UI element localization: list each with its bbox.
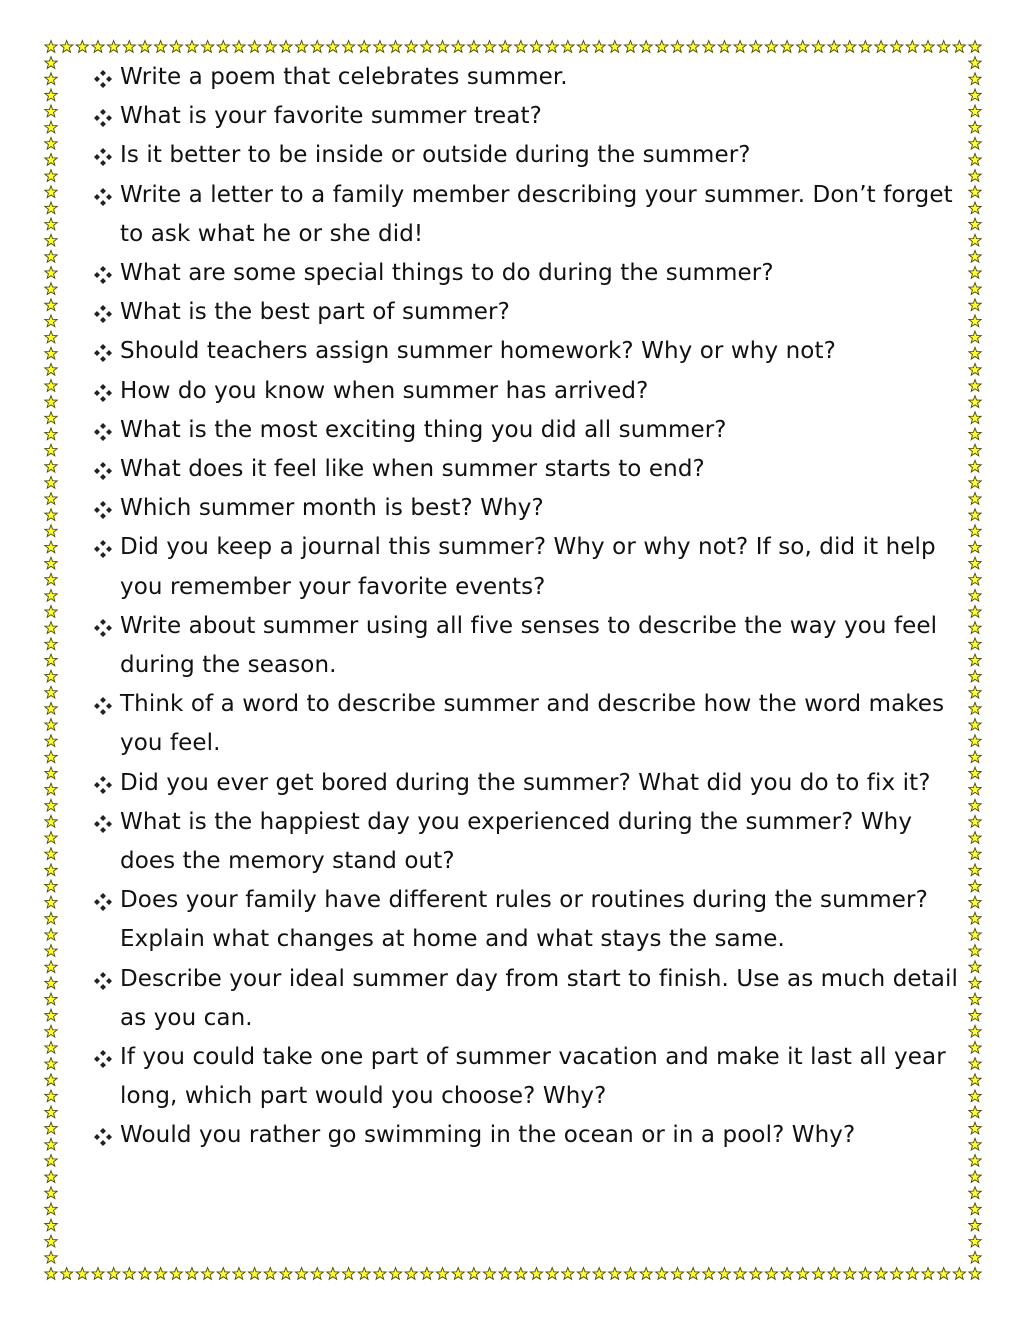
star-outline-icon: [45, 1122, 57, 1134]
star-outline-icon: [45, 218, 57, 230]
star-outline-icon: [60, 41, 72, 53]
star-outline-icon: [45, 848, 57, 860]
star-outline-icon: [45, 1058, 57, 1070]
star-outline-icon: [452, 41, 464, 53]
star-outline-icon: [45, 299, 57, 311]
star-outline-icon: [45, 945, 57, 957]
prompt-item: [92, 1116, 972, 1155]
star-outline-icon: [436, 1268, 448, 1280]
star-outline-icon: [687, 1268, 699, 1280]
star-outline-icon: [45, 41, 57, 53]
star-outline-icon: [248, 41, 260, 53]
prompt-item: [92, 411, 972, 450]
star-outline-icon: [389, 41, 401, 53]
star-outline-icon: [45, 154, 57, 166]
star-outline-icon: [45, 73, 57, 85]
four-diamond-icon: [94, 266, 112, 284]
star-outline-icon: [45, 896, 57, 908]
star-outline-icon: [45, 396, 57, 408]
star-outline-icon: [123, 41, 135, 53]
star-outline-icon: [969, 1187, 981, 1199]
star-outline-icon: [264, 41, 276, 53]
star-outline-icon: [656, 1268, 668, 1280]
prompt-item: [92, 372, 972, 411]
star-outline-icon: [483, 1268, 495, 1280]
star-outline-icon: [45, 719, 57, 731]
star-outline-icon: [45, 686, 57, 698]
star-outline-icon: [562, 1268, 574, 1280]
star-outline-icon: [891, 41, 903, 53]
star-outline-icon: [45, 1171, 57, 1183]
prompt-text: Write a poem that celebrates summer.: [120, 64, 568, 90]
star-outline-icon: [45, 493, 57, 505]
star-outline-icon: [734, 41, 746, 53]
prompt-item: [92, 881, 972, 959]
star-outline-icon: [922, 1268, 934, 1280]
star-outline-icon: [45, 428, 57, 440]
star-outline-icon: [45, 912, 57, 924]
star-outline-icon: [797, 41, 809, 53]
star-outline-icon: [515, 1268, 527, 1280]
star-outline-icon: [906, 1268, 918, 1280]
star-outline-icon: [45, 815, 57, 827]
star-outline-icon: [45, 1251, 57, 1263]
star-outline-icon: [45, 121, 57, 133]
star-outline-icon: [45, 735, 57, 747]
star-outline-icon: [45, 702, 57, 714]
star-outline-icon: [671, 41, 683, 53]
prompt-text: How do you know when summer has arrived?: [120, 377, 649, 404]
four-diamond-icon: [94, 188, 112, 206]
star-outline-icon: [45, 347, 57, 359]
prompt-item: [92, 176, 972, 254]
star-outline-icon: [969, 1251, 981, 1263]
star-outline-icon: [906, 41, 918, 53]
star-outline-icon: [703, 41, 715, 53]
star-outline-icon: [295, 1268, 307, 1280]
star-outline-icon: [812, 1268, 824, 1280]
star-outline-icon: [311, 1268, 323, 1280]
star-outline-icon: [750, 1268, 762, 1280]
star-outline-icon: [358, 41, 370, 53]
star-outline-icon: [891, 1268, 903, 1280]
prompt-text: What is your favorite summer treat?: [120, 103, 542, 130]
four-diamond-icon: [94, 462, 112, 480]
star-outline-icon: [139, 41, 151, 53]
star-outline-icon: [374, 41, 386, 53]
star-outline-icon: [577, 41, 589, 53]
four-diamond-icon: [94, 109, 112, 127]
star-outline-icon: [217, 1268, 229, 1280]
prompt-text: Write about summer using all five senses to describe the way you feel during the season.: [120, 612, 938, 679]
star-outline-icon: [45, 476, 57, 488]
star-outline-icon: [405, 41, 417, 53]
star-outline-icon: [45, 1203, 57, 1215]
star-outline-icon: [45, 670, 57, 682]
star-outline-icon: [45, 186, 57, 198]
star-outline-icon: [45, 234, 57, 246]
star-outline-icon: [45, 928, 57, 940]
star-outline-icon: [656, 41, 668, 53]
star-outline-icon: [750, 41, 762, 53]
star-outline-icon: [45, 1009, 57, 1021]
star-outline-icon: [671, 1268, 683, 1280]
four-diamond-icon: [94, 70, 112, 88]
star-outline-icon: [765, 1268, 777, 1280]
star-outline-icon: [812, 41, 824, 53]
star-outline-icon: [703, 1268, 715, 1280]
star-outline-icon: [45, 1219, 57, 1231]
star-outline-icon: [170, 1268, 182, 1280]
star-outline-icon: [45, 363, 57, 375]
four-diamond-icon: [94, 305, 112, 323]
star-outline-icon: [734, 1268, 746, 1280]
four-diamond-icon: [94, 893, 112, 911]
star-outline-icon: [609, 1268, 621, 1280]
prompt-text: Write a letter to a family member describing your summer. Don’t forget to ask what he or she did!: [120, 181, 953, 247]
prompt-text: Think of a word to describe summer and describe how the word makes you feel.: [120, 691, 945, 757]
star-outline-icon: [186, 1268, 198, 1280]
star-outline-icon: [421, 41, 433, 53]
star-outline-icon: [468, 1268, 480, 1280]
star-outline-icon: [76, 41, 88, 53]
star-outline-icon: [624, 1268, 636, 1280]
star-outline-icon: [844, 41, 856, 53]
prompt-text: Which summer month is best? Why?: [120, 495, 544, 522]
star-outline-icon: [624, 41, 636, 53]
star-outline-icon: [781, 41, 793, 53]
star-outline-icon: [248, 1268, 260, 1280]
star-outline-icon: [718, 41, 730, 53]
star-outline-icon: [405, 1268, 417, 1280]
star-outline-icon: [358, 1268, 370, 1280]
star-outline-icon: [92, 41, 104, 53]
star-outline-icon: [45, 380, 57, 392]
prompt-text: Describe your ideal summer day from start to finish. Use as much detail as you can.: [120, 965, 958, 1031]
star-outline-icon: [969, 1203, 981, 1215]
star-outline-icon: [797, 1268, 809, 1280]
star-outline-icon: [45, 460, 57, 472]
star-outline-icon: [45, 541, 57, 553]
star-outline-icon: [389, 1268, 401, 1280]
four-diamond-icon: [94, 148, 112, 166]
star-outline-icon: [45, 880, 57, 892]
prompt-item: [92, 450, 972, 489]
star-outline-icon: [938, 1268, 950, 1280]
star-outline-icon: [45, 557, 57, 569]
star-outline-icon: [45, 1268, 57, 1280]
star-outline-icon: [687, 41, 699, 53]
star-outline-icon: [107, 41, 119, 53]
four-diamond-icon: [94, 501, 112, 519]
star-outline-icon: [45, 977, 57, 989]
star-outline-icon: [45, 315, 57, 327]
prompt-text: What is the happiest day you experienced during the summer? Why does the memory stand out?: [120, 808, 913, 875]
star-outline-icon: [45, 1154, 57, 1166]
star-outline-icon: [765, 41, 777, 53]
star-outline-icon: [139, 1268, 151, 1280]
star-outline-icon: [45, 832, 57, 844]
star-outline-icon: [92, 1268, 104, 1280]
star-outline-icon: [530, 1268, 542, 1280]
prompt-item: [92, 58, 972, 97]
star-outline-icon: [264, 1268, 276, 1280]
star-outline-icon: [45, 961, 57, 973]
star-outline-icon: [546, 41, 558, 53]
star-outline-icon: [76, 1268, 88, 1280]
star-outline-icon: [530, 41, 542, 53]
star-outline-icon: [922, 41, 934, 53]
star-outline-icon: [45, 1074, 57, 1086]
prompt-text: What is the most exciting thing you did all summer?: [120, 416, 727, 443]
prompt-item: [92, 97, 972, 136]
star-outline-icon: [45, 509, 57, 521]
star-outline-icon: [593, 41, 605, 53]
prompt-text: If you could take one part of summer vacation and make it last all year long, which part would you choose? Why?: [120, 1044, 946, 1110]
star-outline-icon: [45, 751, 57, 763]
prompt-item: [92, 528, 972, 606]
star-outline-icon: [483, 41, 495, 53]
prompt-item: [92, 136, 972, 175]
prompt-text: Did you ever get bored during the summer? What did you do to fix it?: [120, 769, 931, 796]
star-outline-icon: [875, 41, 887, 53]
star-outline-icon: [969, 1171, 981, 1183]
star-outline-icon: [327, 1268, 339, 1280]
star-outline-icon: [280, 41, 292, 53]
star-outline-icon: [123, 1268, 135, 1280]
prompt-text: What is the best part of summer?: [120, 299, 510, 326]
star-outline-icon: [342, 1268, 354, 1280]
star-outline-icon: [718, 1268, 730, 1280]
prompt-text: Should teachers assign summer homework? Why or why not?: [120, 338, 836, 365]
star-outline-icon: [577, 1268, 589, 1280]
prompt-text: Does your family have different rules or routines during the summer? Explain what changes at home and what stays the same.: [120, 887, 928, 953]
star-outline-icon: [828, 41, 840, 53]
star-outline-icon: [186, 41, 198, 53]
prompt-text: What are some special things to do during the summer?: [120, 260, 774, 287]
star-outline-icon: [45, 1138, 57, 1150]
star-outline-icon: [45, 993, 57, 1005]
four-diamond-icon: [94, 815, 112, 833]
star-outline-icon: [154, 1268, 166, 1280]
star-outline-icon: [45, 105, 57, 117]
star-outline-icon: [45, 606, 57, 618]
star-outline-icon: [828, 1268, 840, 1280]
prompt-text: Did you keep a journal this summer? Why or why not? If so, did it help you remember your favorite events?: [120, 534, 936, 600]
prompt-item: [92, 803, 972, 881]
star-outline-icon: [969, 1268, 981, 1280]
star-outline-icon: [45, 767, 57, 779]
star-outline-icon: [233, 41, 245, 53]
prompt-item: [92, 764, 972, 803]
star-outline-icon: [45, 589, 57, 601]
four-diamond-icon: [94, 776, 112, 794]
star-outline-icon: [45, 1090, 57, 1102]
four-diamond-icon: [94, 697, 112, 715]
four-diamond-icon: [94, 423, 112, 441]
star-outline-icon: [60, 1268, 72, 1280]
star-outline-icon: [45, 799, 57, 811]
star-outline-icon: [280, 1268, 292, 1280]
star-outline-icon: [45, 412, 57, 424]
star-outline-icon: [45, 250, 57, 262]
star-outline-icon: [217, 41, 229, 53]
star-outline-icon: [859, 1268, 871, 1280]
star-outline-icon: [45, 525, 57, 537]
star-outline-icon: [609, 41, 621, 53]
star-outline-icon: [45, 638, 57, 650]
prompt-item: [92, 332, 972, 371]
star-outline-icon: [201, 1268, 213, 1280]
prompt-list: [92, 58, 972, 1156]
star-outline-icon: [311, 41, 323, 53]
four-diamond-icon: [94, 1128, 112, 1146]
star-outline-icon: [436, 41, 448, 53]
four-diamond-icon: [94, 619, 112, 637]
star-outline-icon: [499, 41, 511, 53]
four-diamond-icon: [94, 344, 112, 362]
star-outline-icon: [45, 1041, 57, 1053]
star-outline-icon: [342, 41, 354, 53]
star-outline-icon: [969, 41, 981, 53]
star-outline-icon: [233, 1268, 245, 1280]
star-outline-icon: [45, 331, 57, 343]
four-diamond-icon: [94, 540, 112, 558]
star-outline-icon: [45, 57, 57, 69]
star-outline-icon: [45, 267, 57, 279]
star-outline-icon: [45, 1025, 57, 1037]
prompt-item: [92, 1038, 972, 1116]
star-outline-icon: [45, 202, 57, 214]
star-outline-icon: [45, 1106, 57, 1118]
prompt-text: Is it better to be inside or outside during the summer?: [120, 142, 751, 169]
star-outline-icon: [374, 1268, 386, 1280]
star-outline-icon: [45, 1235, 57, 1247]
star-outline-icon: [452, 1268, 464, 1280]
star-outline-icon: [515, 41, 527, 53]
star-outline-icon: [969, 1219, 981, 1231]
star-outline-icon: [45, 283, 57, 295]
star-outline-icon: [859, 41, 871, 53]
star-outline-icon: [953, 41, 965, 53]
prompt-item: [92, 685, 972, 763]
prompt-text: Would you rather go swimming in the ocean or in a pool? Why?: [120, 1122, 856, 1149]
prompt-item: [92, 607, 972, 685]
star-outline-icon: [640, 1268, 652, 1280]
star-outline-icon: [875, 1268, 887, 1280]
star-outline-icon: [562, 41, 574, 53]
star-outline-icon: [640, 41, 652, 53]
star-outline-icon: [468, 41, 480, 53]
star-outline-icon: [593, 1268, 605, 1280]
star-outline-icon: [844, 1268, 856, 1280]
star-outline-icon: [499, 1268, 511, 1280]
star-outline-icon: [45, 89, 57, 101]
star-outline-icon: [45, 654, 57, 666]
star-outline-icon: [938, 41, 950, 53]
star-outline-icon: [201, 41, 213, 53]
prompt-text: What does it feel like when summer starts to end?: [120, 456, 705, 483]
star-outline-icon: [107, 1268, 119, 1280]
prompt-item: [92, 960, 972, 1038]
prompt-item: [92, 293, 972, 332]
star-outline-icon: [421, 1268, 433, 1280]
prompt-item: [92, 489, 972, 528]
prompt-item: [92, 254, 972, 293]
four-diamond-icon: [94, 384, 112, 402]
four-diamond-icon: [94, 972, 112, 990]
star-outline-icon: [45, 1187, 57, 1199]
star-outline-icon: [45, 622, 57, 634]
star-outline-icon: [953, 1268, 965, 1280]
star-outline-icon: [45, 137, 57, 149]
star-outline-icon: [45, 444, 57, 456]
star-outline-icon: [154, 41, 166, 53]
star-outline-icon: [295, 41, 307, 53]
star-outline-icon: [969, 1154, 981, 1166]
star-outline-icon: [969, 1235, 981, 1247]
four-diamond-icon: [94, 1050, 112, 1068]
star-outline-icon: [45, 573, 57, 585]
star-outline-icon: [170, 41, 182, 53]
star-outline-icon: [45, 783, 57, 795]
star-outline-icon: [45, 170, 57, 182]
star-outline-icon: [546, 1268, 558, 1280]
star-outline-icon: [327, 41, 339, 53]
star-outline-icon: [781, 1268, 793, 1280]
star-outline-icon: [45, 864, 57, 876]
